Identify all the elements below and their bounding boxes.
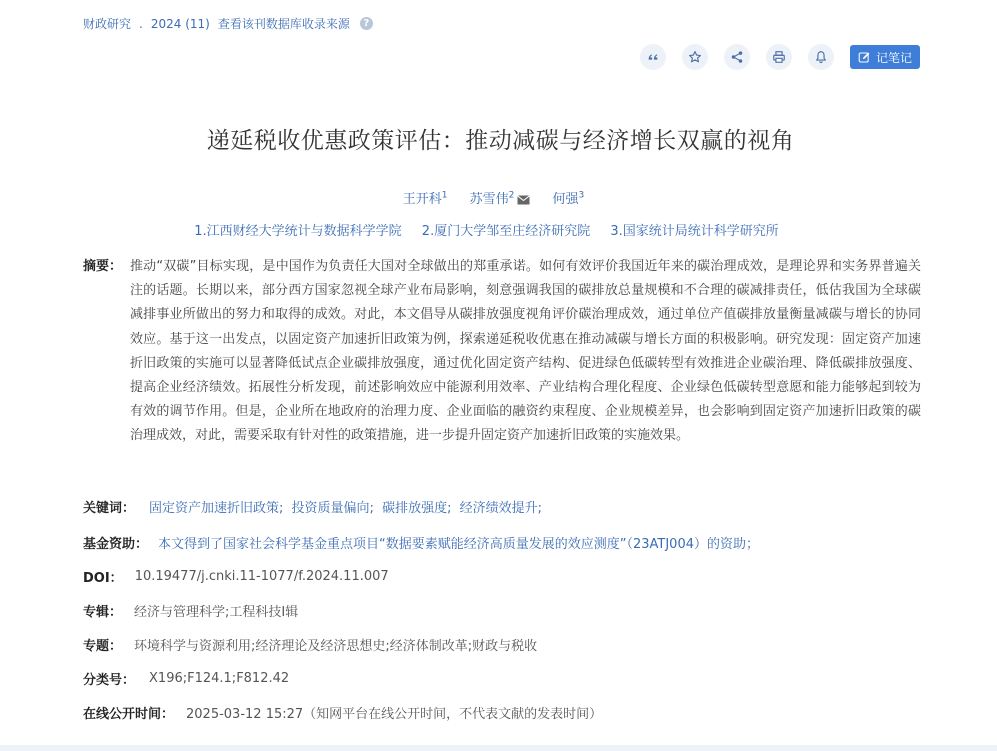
take-note-button[interactable] bbox=[850, 45, 920, 69]
source-line bbox=[83, 15, 381, 32]
edit-note-icon bbox=[858, 51, 871, 64]
author-link[interactable]: 何强$^3$ bbox=[552, 190, 585, 207]
quote-icon bbox=[646, 50, 660, 64]
topic-label: 专题： bbox=[83, 639, 123, 654]
classification-value: X196;F124.1;F812.42 bbox=[149, 671, 290, 686]
affiliation-link[interactable]: 1.江西财经大学统计与数据科学学院 bbox=[194, 224, 402, 239]
album-row bbox=[83, 601, 298, 620]
keyword-link[interactable]: 固定资产加速折旧政策; bbox=[149, 501, 284, 516]
keyword-link[interactable]: 经济绩效提升; bbox=[459, 501, 542, 516]
abstract-label: 摘要： bbox=[83, 259, 123, 274]
share-button[interactable] bbox=[724, 44, 750, 70]
journal-name-link[interactable]: 财政研究 bbox=[83, 17, 132, 31]
album-value: 经济与管理科学;工程科技Ⅰ辑 bbox=[134, 605, 299, 620]
star-icon bbox=[688, 50, 702, 64]
affiliation-list bbox=[0, 220, 973, 239]
classification-row bbox=[83, 669, 289, 688]
affiliation-link[interactable]: 3.国家统计局统计科学研究所 bbox=[610, 224, 779, 239]
affiliation-link[interactable]: 2.厦门大学邹至庄经济研究院 bbox=[421, 224, 591, 239]
fund-label: 基金资助： bbox=[83, 537, 149, 552]
fund-link[interactable]: 本文得到了国家社会科学基金重点项目“数据要素赋能经济高质量发展的效应测度”（23ATJ004）的资助； bbox=[158, 537, 759, 552]
author-list bbox=[0, 188, 987, 207]
keywords-label: 关键词： bbox=[83, 501, 136, 516]
online-publish-row bbox=[83, 703, 602, 722]
abstract-text: 推动“双碳”目标实现，是中国作为负责任大国对全球做出的郑重承诺。如何有效评价我国近年来的碳治理成效，是理论界和实务界普遍关注的话题。长期以来，部分西方国家忽视全球产业布局影响，刻意强调我国的碳排放总量规模和不合理的碳减排责任，低估我国为全球碳减排事业所做出的努力和取得的成效。对此，本文倡导从碳排放强度视角评价碳治理成效，通过单位产值碳排放量衡量减碳与增长的协同效应。基于这一出发点，以固定资产加速折旧政策为例，探索递延税收优惠在推动减碳与增长方面的积极影响。研究发现：固定资产加速折旧政策的实施可以显著降低试点企业碳排放强度，通过优化固定资产结构、促进绿色低碳转型有效推进企业碳治理、降低碳排放强度、提高企业经济绩效。拓展性分析发现，前述影响效应中能源利用效率、产业结构合理化程度、企业绿色低碳转型意愿和能力能够起到较为有效的调节作用。但是，企业所在地政府的治理力度、企业面临的融资约束程度、企业规模差异，也会影响到固定资产加速折旧政策的碳治理成效，对此，需要采取有针对性的政策措施，进一步提升固定资产加速折旧政策的实施效果。 bbox=[130, 259, 921, 444]
bottom-divider bbox=[0, 745, 997, 751]
subscribe-button[interactable] bbox=[808, 44, 834, 70]
mail-icon[interactable] bbox=[517, 195, 530, 205]
author-link[interactable]: 苏雪伟$^2$ bbox=[470, 192, 531, 207]
keywords-row bbox=[83, 497, 546, 516]
online-publish-label: 在线公开时间： bbox=[83, 707, 175, 722]
keyword-link[interactable]: 碳排放强度; bbox=[382, 501, 452, 516]
bell-icon bbox=[814, 50, 828, 64]
doi-label: DOI： bbox=[83, 571, 123, 586]
print-icon bbox=[772, 50, 786, 64]
share-icon bbox=[730, 50, 744, 64]
toolbar bbox=[624, 44, 920, 70]
take-note-label: 记笔记 bbox=[875, 50, 912, 65]
print-button[interactable] bbox=[766, 44, 792, 70]
quote-button[interactable] bbox=[640, 44, 666, 70]
article-title: 递延税收优惠政策评估：推动减碳与经济增长双赢的视角 bbox=[206, 128, 795, 154]
topic-row bbox=[83, 635, 537, 654]
online-publish-value: 2025-03-12 15:27（知网平台在线公开时间，不代表文献的发表时间） bbox=[186, 707, 603, 722]
classification-label: 分类号： bbox=[83, 673, 136, 688]
topic-value: 环境科学与资源利用;经济理论及经济思想史;经济体制改革;财政与税收 bbox=[134, 639, 538, 654]
source-separator: . bbox=[139, 16, 143, 31]
album-label: 专辑： bbox=[83, 605, 123, 620]
database-source-link[interactable]: 查看该刊数据库收录来源 bbox=[217, 17, 350, 31]
help-icon[interactable]: ? bbox=[360, 17, 373, 30]
issue-link[interactable]: 2024 (11) bbox=[150, 16, 210, 31]
doi-value: 10.19477/j.cnki.11-1077/f.2024.11.007 bbox=[134, 569, 389, 584]
author-link[interactable]: 王开科$^1$ bbox=[402, 190, 448, 207]
favorite-button[interactable] bbox=[682, 44, 708, 70]
keyword-link[interactable]: 投资质量偏向; bbox=[291, 501, 374, 516]
abstract-section bbox=[83, 255, 921, 449]
fund-row bbox=[83, 533, 759, 552]
doi-row bbox=[83, 567, 389, 586]
